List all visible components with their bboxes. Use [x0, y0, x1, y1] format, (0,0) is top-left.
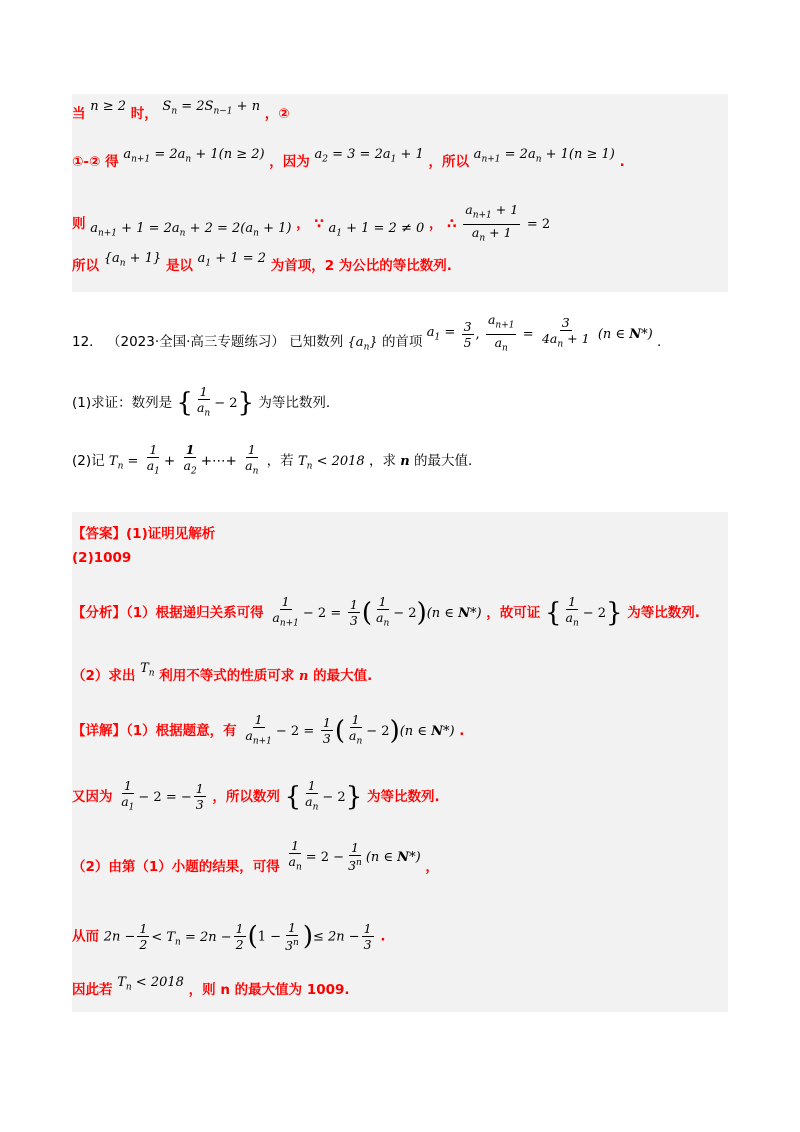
math-fraction: $\frac{1}{2}$ [235, 921, 244, 953]
text: 从而 [72, 928, 99, 945]
text: 又因为 [72, 788, 113, 805]
math: n ≥ 2 [90, 99, 127, 114]
math: $a_1$ = [426, 325, 456, 343]
text: 因此若 [72, 982, 113, 998]
math: $T_n$ [140, 661, 155, 679]
detail-line-3: （2）由第（1）小题的结果，可得 $\frac{1}{a_n}$ = 2 − $\frac{1}{3^n}$ (n ∈ N*) ， [72, 838, 439, 875]
math-fraction: $\frac{1}{3^n}$ [285, 920, 299, 954]
text: 为等比数列. [366, 788, 440, 805]
text: n [400, 453, 410, 469]
math: $\{a_n\}$ [347, 335, 378, 353]
text: （2）由第（1）小题的结果，可得 [72, 858, 280, 875]
math: = 2 [526, 217, 551, 232]
text: ，所以 [428, 154, 469, 170]
question-12 [72, 300, 728, 500]
text: 时， [130, 106, 158, 122]
text: 已知数列 [289, 334, 344, 350]
text: ，若 [266, 452, 294, 469]
question-source: （2023·全国·高三专题练习） [106, 334, 285, 350]
math-fraction: $\frac{3}{4a_n + 1}$ [541, 315, 590, 350]
text: 的首项 [381, 334, 423, 350]
detail-line-4: 从而 2n − $\frac{1}{2}$ < $T_n = 2n$ − $\frac{1}{2}$ (1 − $\frac{1}{3^n}$ )≤ 2n − $\frac{1}{3}$ . [72, 920, 386, 954]
text: 的最大值. [313, 668, 373, 684]
text: ，则 n 的最大值为 1009. [188, 982, 350, 998]
math: $a_{n+1} = 2a_n + 1(n \ge 1)$ [473, 147, 615, 165]
answer-line-2 [72, 550, 131, 566]
math-fraction: $\frac{1}{a_n}$ [376, 594, 390, 629]
question-part-1: (1)求证：数列是 { $\frac{1}{a_n}$ − 2} 为等比数列. [72, 384, 330, 422]
text: (2)记 [72, 452, 105, 469]
text: ，② [264, 106, 290, 122]
math-fraction: $\frac{1}{a_n}$ [196, 384, 211, 419]
detail-label: 【详解】 [72, 722, 126, 739]
math-fraction: $\frac{1}{a_1}$ [121, 778, 135, 813]
text: (1)求证：数列是 [72, 394, 173, 411]
math-fraction: $\frac{1}{3}$ [363, 921, 372, 953]
math-fraction: $\frac{1}{a_n}$ [245, 442, 259, 477]
answer-block [72, 512, 728, 1012]
math-fraction: $\frac{1}{a_n}$ [288, 838, 302, 873]
math-fraction: $\frac{1}{a_n}$ [565, 594, 579, 629]
math-fraction: $\frac{1}{a_1}$ [146, 442, 160, 477]
question-part-2: (2)记 $T_n$ = $\frac{1}{a_1}$ + $\frac{1}{a_2}$ +⋯+ $\frac{1}{a_n}$ ，若 $T_n < 2018$ ，求 n 的最大值. [72, 442, 472, 480]
text: 是以 [165, 258, 193, 274]
math-fraction: $\frac{a_{n+1}}{a_n}$ [487, 312, 515, 353]
math: $a_{n+1} = 2a_n + 1(n \ge 2)$ [123, 147, 265, 165]
text: ①-② 得 [72, 154, 119, 170]
math-fraction: $\frac{1}{a_{n+1}}$ [245, 712, 272, 747]
math-fraction: $\frac{3}{5}$ [463, 318, 472, 350]
text: 当 [72, 106, 86, 122]
line-3 [72, 202, 550, 246]
math: $\{a_n + 1\}$ [103, 251, 162, 269]
line-4 [72, 251, 452, 277]
text: . [656, 334, 662, 350]
analysis-line-1: 【分析】（1）根据递归关系可得 $\frac{1}{a_{n+1}}$ − 2 = $\frac{1}{3}$ ( $\frac{1}{a_n}$ − 2)(n ∈ N*) ，故可证 { $\frac{1}{a_n}$ − 2} 为等比数列. [72, 594, 700, 632]
text: n [298, 669, 309, 684]
text: ， [425, 858, 439, 875]
text: 则 [72, 216, 86, 232]
math-fraction: $\frac{1}{a_n}$ [349, 712, 363, 747]
text: ，因为 [269, 154, 310, 170]
math-fraction: $\frac{a_{n+1} + 1}{a_n + 1}$ [465, 202, 519, 243]
question-stem: 12． （2023·全国·高三专题练习） 已知数列 $\{a_n\}$ 的首项 $a_1$ = $\frac{3}{5}$ , $\frac{a_{n+1}}{a_n}$ = $\frac{3}{4a_n + 1}$ (n ∈ N*) . [72, 320, 661, 364]
text: 为等比数列. [627, 604, 700, 621]
math: $a_2 = 3 = 2a_1 + 1$ [314, 147, 424, 165]
analysis-label: 【分析】 [72, 604, 126, 621]
text: ， [296, 216, 310, 232]
text: (1)证明见解析 [126, 526, 216, 542]
math: $S_n = 2S_{n-1} + n$ [162, 99, 261, 117]
detail-line-1: 【详解】（1）根据题意，有 $\frac{1}{a_{n+1}}$ − 2 = $\frac{1}{3}$ ( $\frac{1}{a_n}$ − 2)(n ∈ N*) . [72, 712, 464, 750]
math-fraction: $\frac{1}{a_2}$ [183, 442, 197, 477]
text: . [380, 928, 386, 945]
math: $T_n < 2018$ [297, 453, 365, 472]
math-fraction: $\frac{1}{3}$ [349, 597, 358, 629]
text: 利用不等式的性质可求 [159, 668, 295, 684]
math: $a_1 + 1 = 2$ [197, 251, 266, 269]
answer-label: 【答案】 [72, 526, 126, 542]
text: ， [428, 216, 443, 232]
text: . [619, 154, 625, 170]
math-fraction: $\frac{1}{a_{n+1}}$ [272, 594, 299, 629]
math: $a_1 + 1 = 2 \ne 0$ [328, 221, 425, 239]
text: 为等比数列. [258, 394, 331, 411]
text: 为首项，2 为公比的等比数列. [270, 258, 452, 274]
math: $T_n$ = [108, 453, 139, 472]
math-fraction: $\frac{1}{3}$ [195, 781, 204, 813]
math: $a_{n+1} + 1 = 2a_n + 2 = 2(a_n + 1)$ [90, 221, 292, 239]
text: ∴ [447, 216, 457, 232]
question-number: 12． [72, 334, 103, 350]
text: （1）根据递归关系可得 [126, 604, 264, 621]
math-fraction: $\frac{1}{2}$ [139, 921, 148, 953]
math-fraction: $\frac{1}{3}$ [322, 715, 331, 747]
detail-line-5 [72, 975, 350, 1001]
math: $T_n < 2018$ [117, 975, 184, 993]
line-2 [72, 147, 625, 173]
detail-line-2: 又因为 $\frac{1}{a_1}$ − 2 = − $\frac{1}{3}$ ，所以数列 { $\frac{1}{a_n}$ − 2} 为等比数列. [72, 778, 440, 816]
math-fraction: $\frac{1}{a_n}$ [305, 778, 319, 813]
math-fraction: $\frac{1}{3^n}$ [348, 840, 362, 874]
solution-block-prev [72, 94, 728, 292]
text: 所以 [72, 258, 99, 274]
text: ∵ [314, 216, 324, 232]
text: （2）求出 [72, 668, 136, 684]
math: 2n − [103, 929, 136, 945]
text: . [459, 722, 465, 739]
text: ，求 [368, 452, 396, 469]
text: ，故可证 [486, 604, 541, 621]
text: ，所以数列 [212, 788, 280, 805]
answer-line-1 [72, 522, 215, 542]
text: （1）根据题意，有 [126, 722, 237, 739]
analysis-line-2 [72, 661, 373, 687]
line-1 [72, 99, 290, 125]
text: 的最大值. [414, 452, 473, 469]
text: (2)1009 [72, 550, 132, 566]
